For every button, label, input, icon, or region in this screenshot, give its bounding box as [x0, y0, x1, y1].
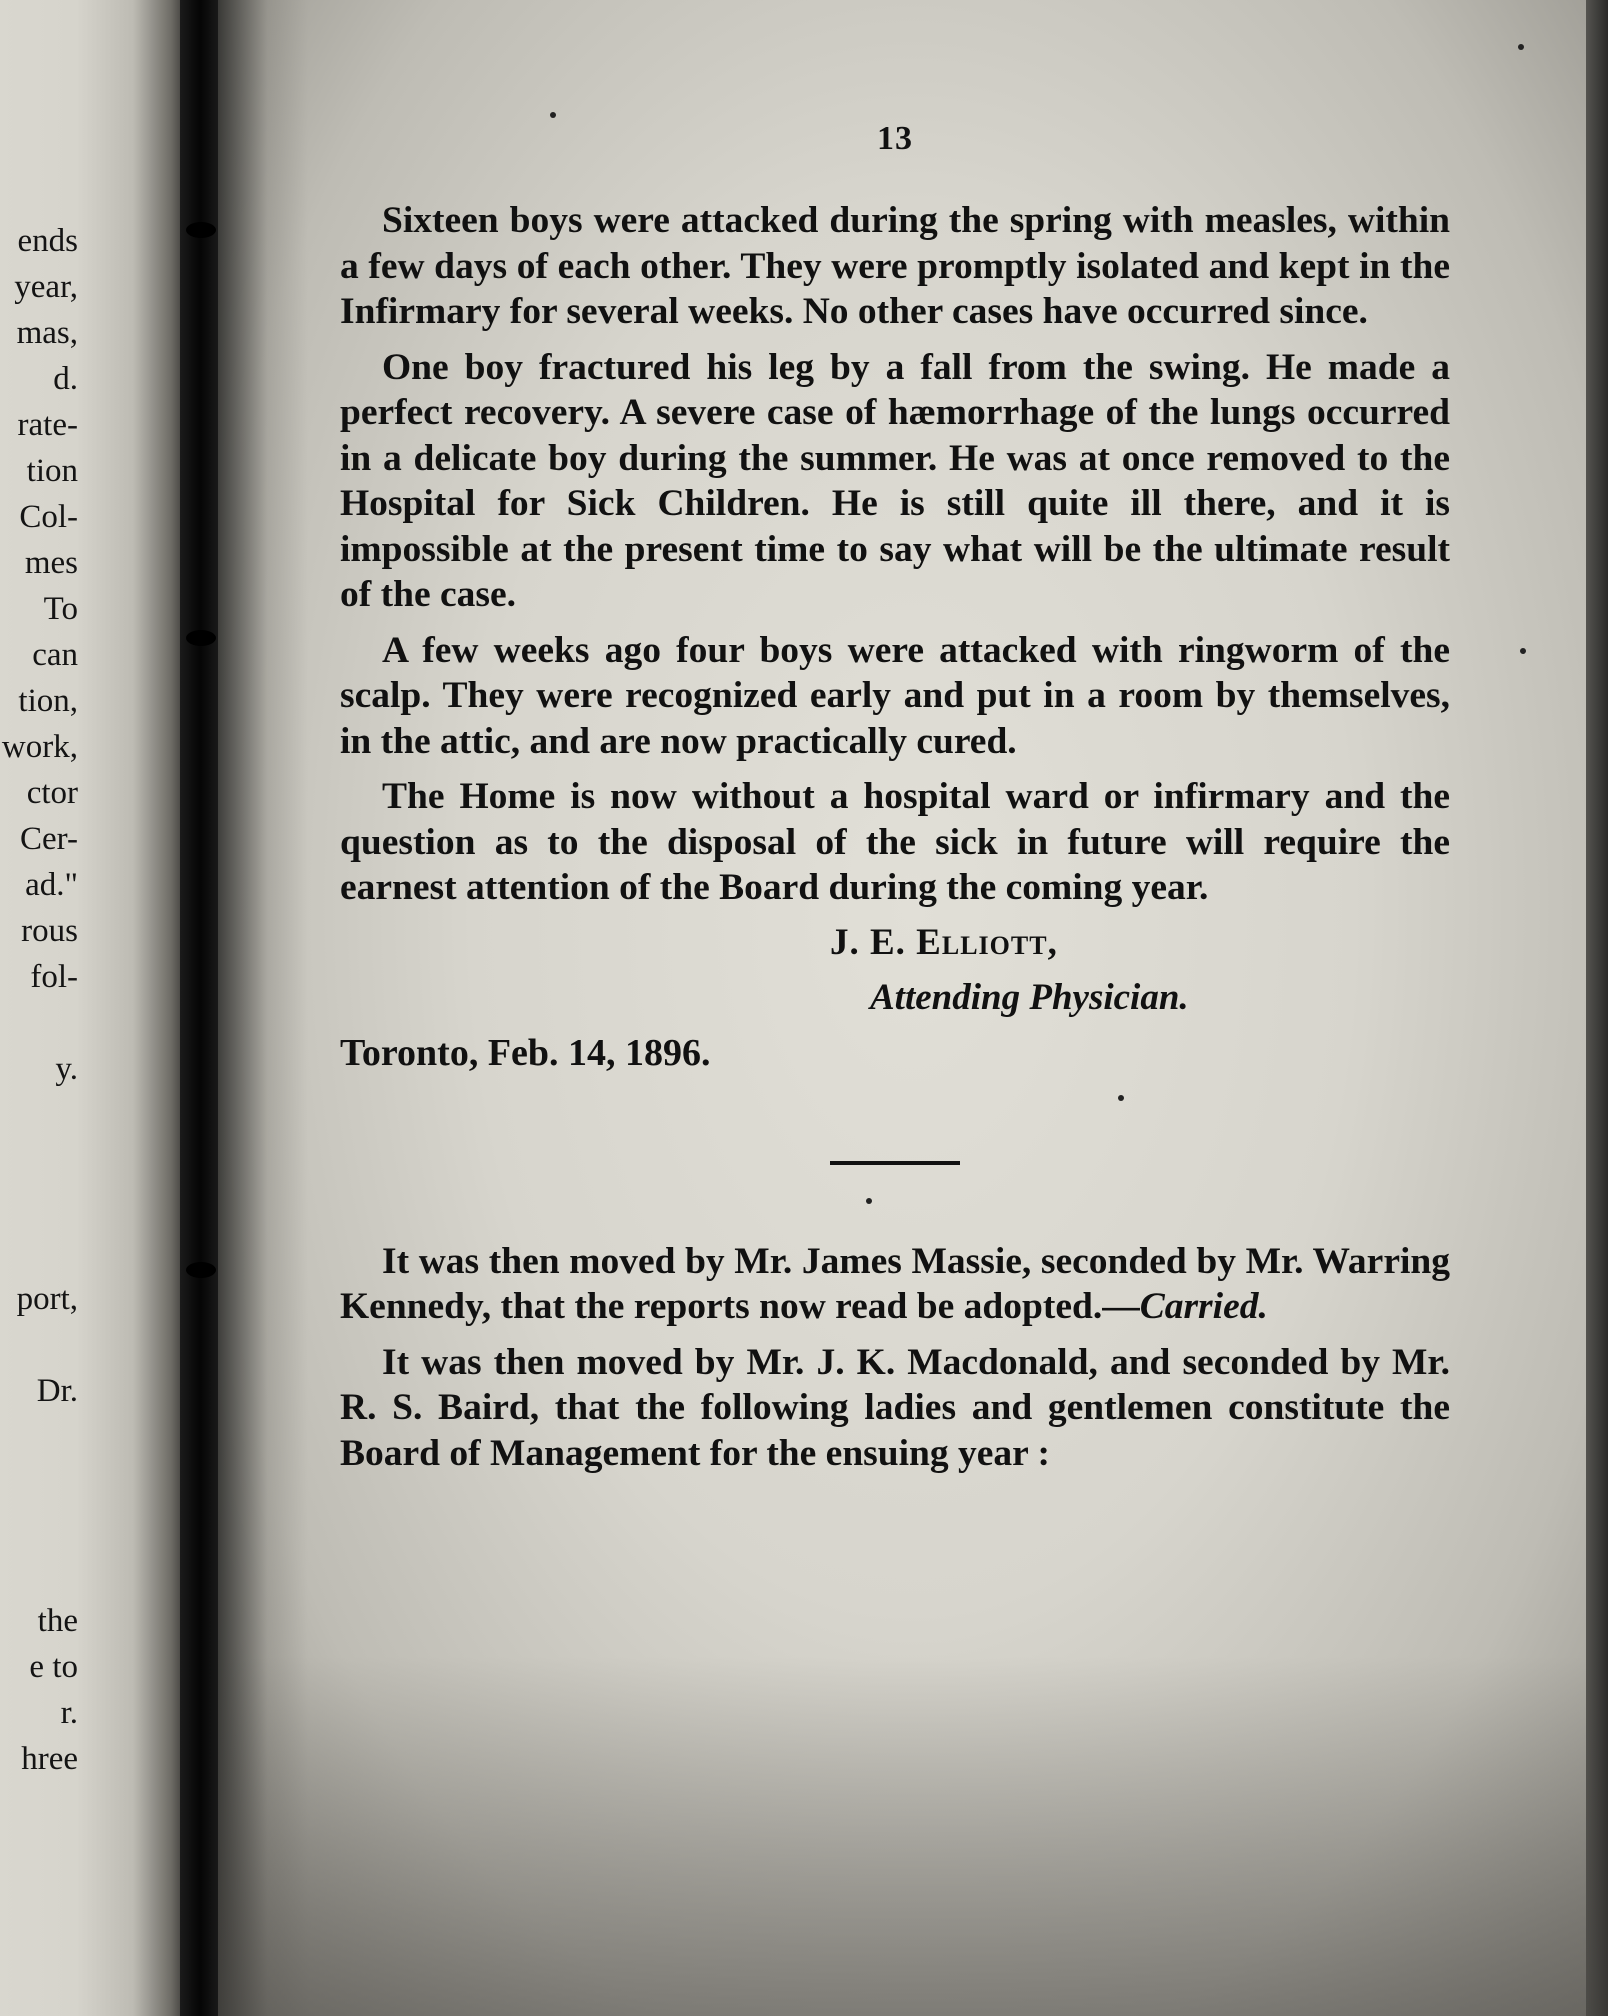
- motion-result: Carried.: [1139, 1286, 1268, 1327]
- left-page-fragment: the: [37, 1603, 78, 1639]
- left-page-fragment: Col-: [19, 499, 78, 535]
- left-page-fragment: [0, 1414, 78, 1460]
- left-page-fragment: tion,: [18, 683, 78, 719]
- left-page-fragment: [0, 1460, 78, 1506]
- left-page-fragment: [0, 1184, 78, 1230]
- left-page-fragment: e to: [29, 1649, 78, 1685]
- left-page-fragment: year,: [14, 269, 78, 305]
- section-divider: [830, 1161, 960, 1165]
- left-page-fragment: port,: [16, 1281, 78, 1317]
- left-page-fragment: r.: [60, 1695, 78, 1731]
- left-page-fragment: Cer-: [20, 821, 78, 857]
- motion-board-of-management: It was then moved by Mr. J. K. Macdonald, and seconded by Mr. R. S. Baird, that the following ladies and gentlemen constitute the Board of Management for the ensuing year :: [340, 1341, 1450, 1474]
- left-page-fragment: [0, 1000, 78, 1046]
- signature-title: Attending Physician.: [870, 976, 1189, 1018]
- main-page: [218, 0, 1608, 2016]
- left-page-fragment: ad.": [25, 867, 78, 903]
- left-page-fragment: y.: [55, 1051, 78, 1087]
- motion-adopt-reports: [340, 1239, 1450, 1330]
- signature-name: J. E. Elliott,: [830, 921, 1058, 963]
- left-page-fragment: d.: [53, 361, 78, 397]
- left-page-fragment: [0, 1552, 78, 1598]
- left-page-fragment: fol-: [30, 959, 78, 995]
- book-gutter: [180, 0, 220, 2016]
- left-page-fragment: tion: [26, 453, 78, 489]
- motion-adopt-text: It was then moved by Mr. James Massie, seconded by Mr. Warring Kennedy, that the reports now read be adopted.—: [340, 1240, 1450, 1327]
- left-page-fragment: [0, 1506, 78, 1552]
- left-page-fragment: ctor: [26, 775, 78, 811]
- page-right-edge-shadow: [1586, 0, 1608, 2016]
- left-page-fragment: [0, 1138, 78, 1184]
- left-page-text-fragments: [0, 218, 78, 1782]
- page-text-block: [340, 120, 1450, 1486]
- binding-stitch: [186, 222, 216, 238]
- left-page-fragment: Dr.: [36, 1373, 78, 1409]
- left-page-fragment: mas,: [16, 315, 78, 351]
- print-speck: [1118, 1095, 1124, 1101]
- print-speck: [866, 1198, 872, 1204]
- paragraph-measles: Sixteen boys were attacked during the spring with measles, within a few days of each other. They were promptly isolated and kept in the Infirmary for several weeks. No other cases have occurred since.: [340, 200, 1450, 332]
- left-page-fragment: ends: [17, 223, 78, 259]
- left-page-fragment: To: [43, 591, 78, 627]
- left-facing-page: [0, 0, 190, 2016]
- print-speck: [550, 112, 556, 118]
- print-speck: [1518, 44, 1524, 50]
- signature-block: [340, 921, 1450, 1074]
- paragraph-fracture: One boy fractured his leg by a fall from the swing. He made a perfect recovery. A severe case of hæmorrhage of the lungs occurred in a delicate boy during the summer. He was at once removed to the Hospital for Sick Children. He is still quite ill there, and it is impossible at the present time to say what will be the ultimate result of the case.: [340, 346, 1450, 615]
- left-page-fragment: [0, 1092, 78, 1138]
- left-page-fragment: [0, 1230, 78, 1276]
- binding-stitch: [186, 630, 216, 646]
- page-number: 13: [877, 120, 913, 157]
- binding-stitch: [186, 1262, 216, 1278]
- print-speck: [1520, 648, 1526, 654]
- left-page-fragment: work,: [1, 729, 78, 765]
- paragraph-hospital-ward: The Home is now without a hospital ward or infirmary and the question as to the disposal of the sick in future will require the earnest attention of the Board during the coming year.: [340, 776, 1450, 908]
- left-page-fragment: hree: [21, 1741, 78, 1777]
- left-page-fragment: can: [32, 637, 78, 673]
- report-date: Toronto, Feb. 14, 1896.: [340, 1031, 711, 1074]
- left-page-fragment: rate-: [17, 407, 78, 443]
- paragraph-ringworm: A few weeks ago four boys were attacked with ringworm of the scalp. They were recognized early and put in a room by themselves, in the attic, and are now practically cured.: [340, 629, 1450, 762]
- left-page-fragment: mes: [24, 545, 78, 581]
- left-page-fragment: [0, 1322, 78, 1368]
- left-page-fragment: rous: [21, 913, 78, 949]
